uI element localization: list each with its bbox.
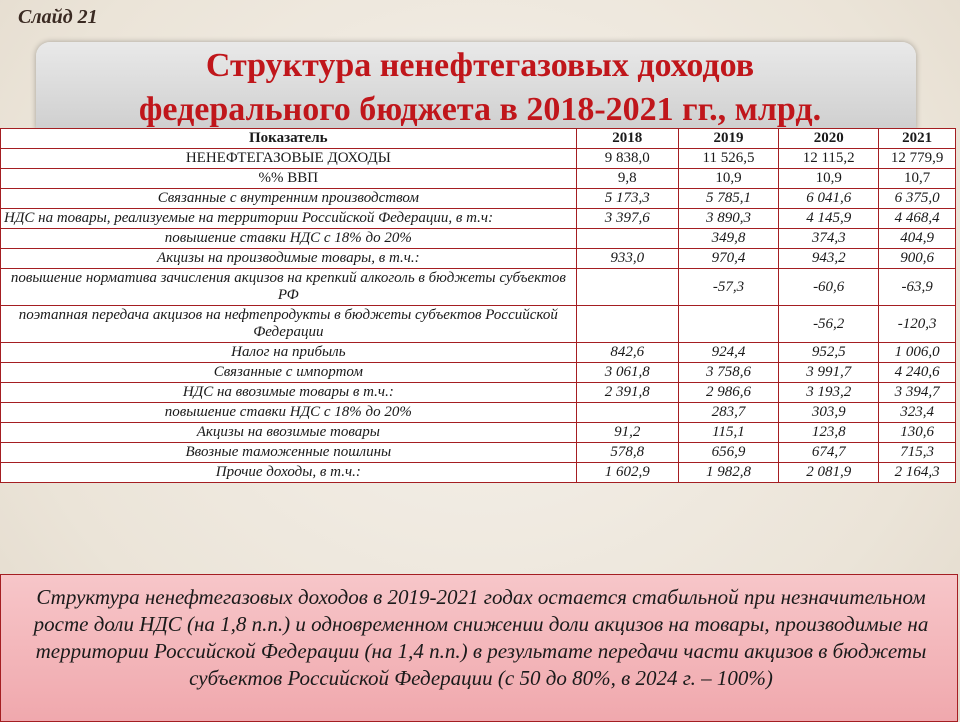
row-value-2019: 2 986,6: [678, 383, 778, 403]
row-value-2020: 6 041,6: [779, 189, 879, 209]
row-value-2018: [576, 269, 678, 306]
row-label: Прочие доходы, в т.ч.:: [1, 463, 577, 483]
row-value-2020: 4 145,9: [779, 209, 879, 229]
row-value-2021: 900,6: [879, 249, 956, 269]
row-value-2021: 404,9: [879, 229, 956, 249]
row-value-2019: 3 890,3: [678, 209, 778, 229]
row-value-2020: 12 115,2: [779, 149, 879, 169]
row-value-2018: [576, 229, 678, 249]
row-value-2019: -57,3: [678, 269, 778, 306]
row-label: Ввозные таможенные пошлины: [1, 443, 577, 463]
row-label: Акцизы на ввозимые товары: [1, 423, 577, 443]
table-row: [1, 209, 956, 229]
header-indicator: Показатель: [1, 129, 577, 149]
header-2020: 2020: [779, 129, 879, 149]
slide-title-line-2: федерального бюджета в 2018-2021 гг., млрд.: [138, 91, 822, 128]
table-row: [1, 383, 956, 403]
row-value-2018: 3 061,8: [576, 363, 678, 383]
row-value-2020: 674,7: [779, 443, 879, 463]
row-value-2021: 323,4: [879, 403, 956, 423]
row-label: НДС на ввозимые товары в т.ч.:: [1, 383, 577, 403]
row-value-2020: -56,2: [779, 306, 879, 343]
row-value-2019: [678, 306, 778, 343]
conclusion-box: [0, 574, 958, 722]
row-value-2021: 12 779,9: [879, 149, 956, 169]
row-value-2019: 283,7: [678, 403, 778, 423]
row-label: повышение норматива зачисления акцизов на крепкий алкоголь в бюджеты субъектов РФ: [1, 269, 577, 306]
row-value-2018: 9 838,0: [576, 149, 678, 169]
table-row: [1, 423, 956, 443]
row-value-2020: 10,9: [779, 169, 879, 189]
row-value-2019: 115,1: [678, 423, 778, 443]
row-value-2020: 943,2: [779, 249, 879, 269]
row-label: НДС на товары, реализуемые на территории Российской Федерации, в т.ч:: [1, 209, 577, 229]
row-value-2021: 4 468,4: [879, 209, 956, 229]
row-value-2021: 4 240,6: [879, 363, 956, 383]
row-value-2021: 3 394,7: [879, 383, 956, 403]
row-value-2019: 5 785,1: [678, 189, 778, 209]
table-row: [1, 169, 956, 189]
row-value-2020: -60,6: [779, 269, 879, 306]
row-value-2018: 2 391,8: [576, 383, 678, 403]
row-value-2021: 6 375,0: [879, 189, 956, 209]
header-2021: 2021: [879, 129, 956, 149]
row-value-2019: 3 758,6: [678, 363, 778, 383]
row-value-2020: 123,8: [779, 423, 879, 443]
row-label: НЕНЕФТЕГАЗОВЫЕ ДОХОДЫ: [1, 149, 577, 169]
table-row: [1, 249, 956, 269]
row-label: Акцизы на производимые товары, в т.ч.:: [1, 249, 577, 269]
row-value-2019: 656,9: [678, 443, 778, 463]
row-value-2019: 10,9: [678, 169, 778, 189]
row-value-2019: 1 982,8: [678, 463, 778, 483]
table-row: [1, 463, 956, 483]
slide-title-line-1: Структура ненефтегазовых доходов: [205, 47, 755, 84]
row-value-2021: 2 164,3: [879, 463, 956, 483]
row-value-2021: 715,3: [879, 443, 956, 463]
table-header-row: [1, 129, 956, 149]
row-label: Налог на прибыль: [1, 343, 577, 363]
row-value-2018: 3 397,6: [576, 209, 678, 229]
row-label: %% ВВП: [1, 169, 577, 189]
row-value-2019: 349,8: [678, 229, 778, 249]
row-label: повышение ставки НДС с 18% до 20%: [1, 229, 577, 249]
row-value-2021: -63,9: [879, 269, 956, 306]
row-value-2018: [576, 403, 678, 423]
table-row: [1, 363, 956, 383]
header-2019: 2019: [678, 129, 778, 149]
row-value-2018: [576, 306, 678, 343]
table-row: [1, 403, 956, 423]
row-label: Связанные с внутренним производством: [1, 189, 577, 209]
table-row: [1, 229, 956, 249]
row-value-2018: 578,8: [576, 443, 678, 463]
row-value-2020: 2 081,9: [779, 463, 879, 483]
row-value-2018: 933,0: [576, 249, 678, 269]
slide-title: [0, 44, 960, 132]
row-label: поэтапная передача акцизов на нефтепродукты в бюджеты субъектов Российской Федерации: [1, 306, 577, 343]
row-value-2018: 9,8: [576, 169, 678, 189]
row-value-2020: 952,5: [779, 343, 879, 363]
table-row: [1, 149, 956, 169]
header-2018: 2018: [576, 129, 678, 149]
table-row: [1, 443, 956, 463]
revenue-table: [0, 128, 956, 483]
row-value-2018: 5 173,3: [576, 189, 678, 209]
table-row: [1, 269, 956, 306]
table-row: [1, 189, 956, 209]
row-value-2021: 10,7: [879, 169, 956, 189]
row-value-2020: 3 193,2: [779, 383, 879, 403]
slide-number-label: Слайд 21: [18, 6, 98, 28]
row-value-2019: 11 526,5: [678, 149, 778, 169]
row-value-2018: 842,6: [576, 343, 678, 363]
row-value-2018: 1 602,9: [576, 463, 678, 483]
row-value-2020: 374,3: [779, 229, 879, 249]
row-value-2021: -120,3: [879, 306, 956, 343]
table-row: [1, 306, 956, 343]
table-row: [1, 343, 956, 363]
row-value-2018: 91,2: [576, 423, 678, 443]
row-label: повышение ставки НДС с 18% до 20%: [1, 403, 577, 423]
row-label: Связанные с импортом: [1, 363, 577, 383]
row-value-2019: 924,4: [678, 343, 778, 363]
row-value-2020: 303,9: [779, 403, 879, 423]
row-value-2021: 130,6: [879, 423, 956, 443]
row-value-2020: 3 991,7: [779, 363, 879, 383]
row-value-2019: 970,4: [678, 249, 778, 269]
conclusion-text: Структура ненефтегазовых доходов в 2019-2021 годах остается стабильной при незначительном росте доли НДС (на 1,8 п.п.) и одновременном снижении доли акцизов на товары, производимые на территории Российской Федерации (на 1,4 п.п.) в результате передачи части акцизов в бюджеты субъектов Российской Федерации (с 50 до 80%, в 2024 г. – 100%): [33, 585, 929, 690]
row-value-2021: 1 006,0: [879, 343, 956, 363]
